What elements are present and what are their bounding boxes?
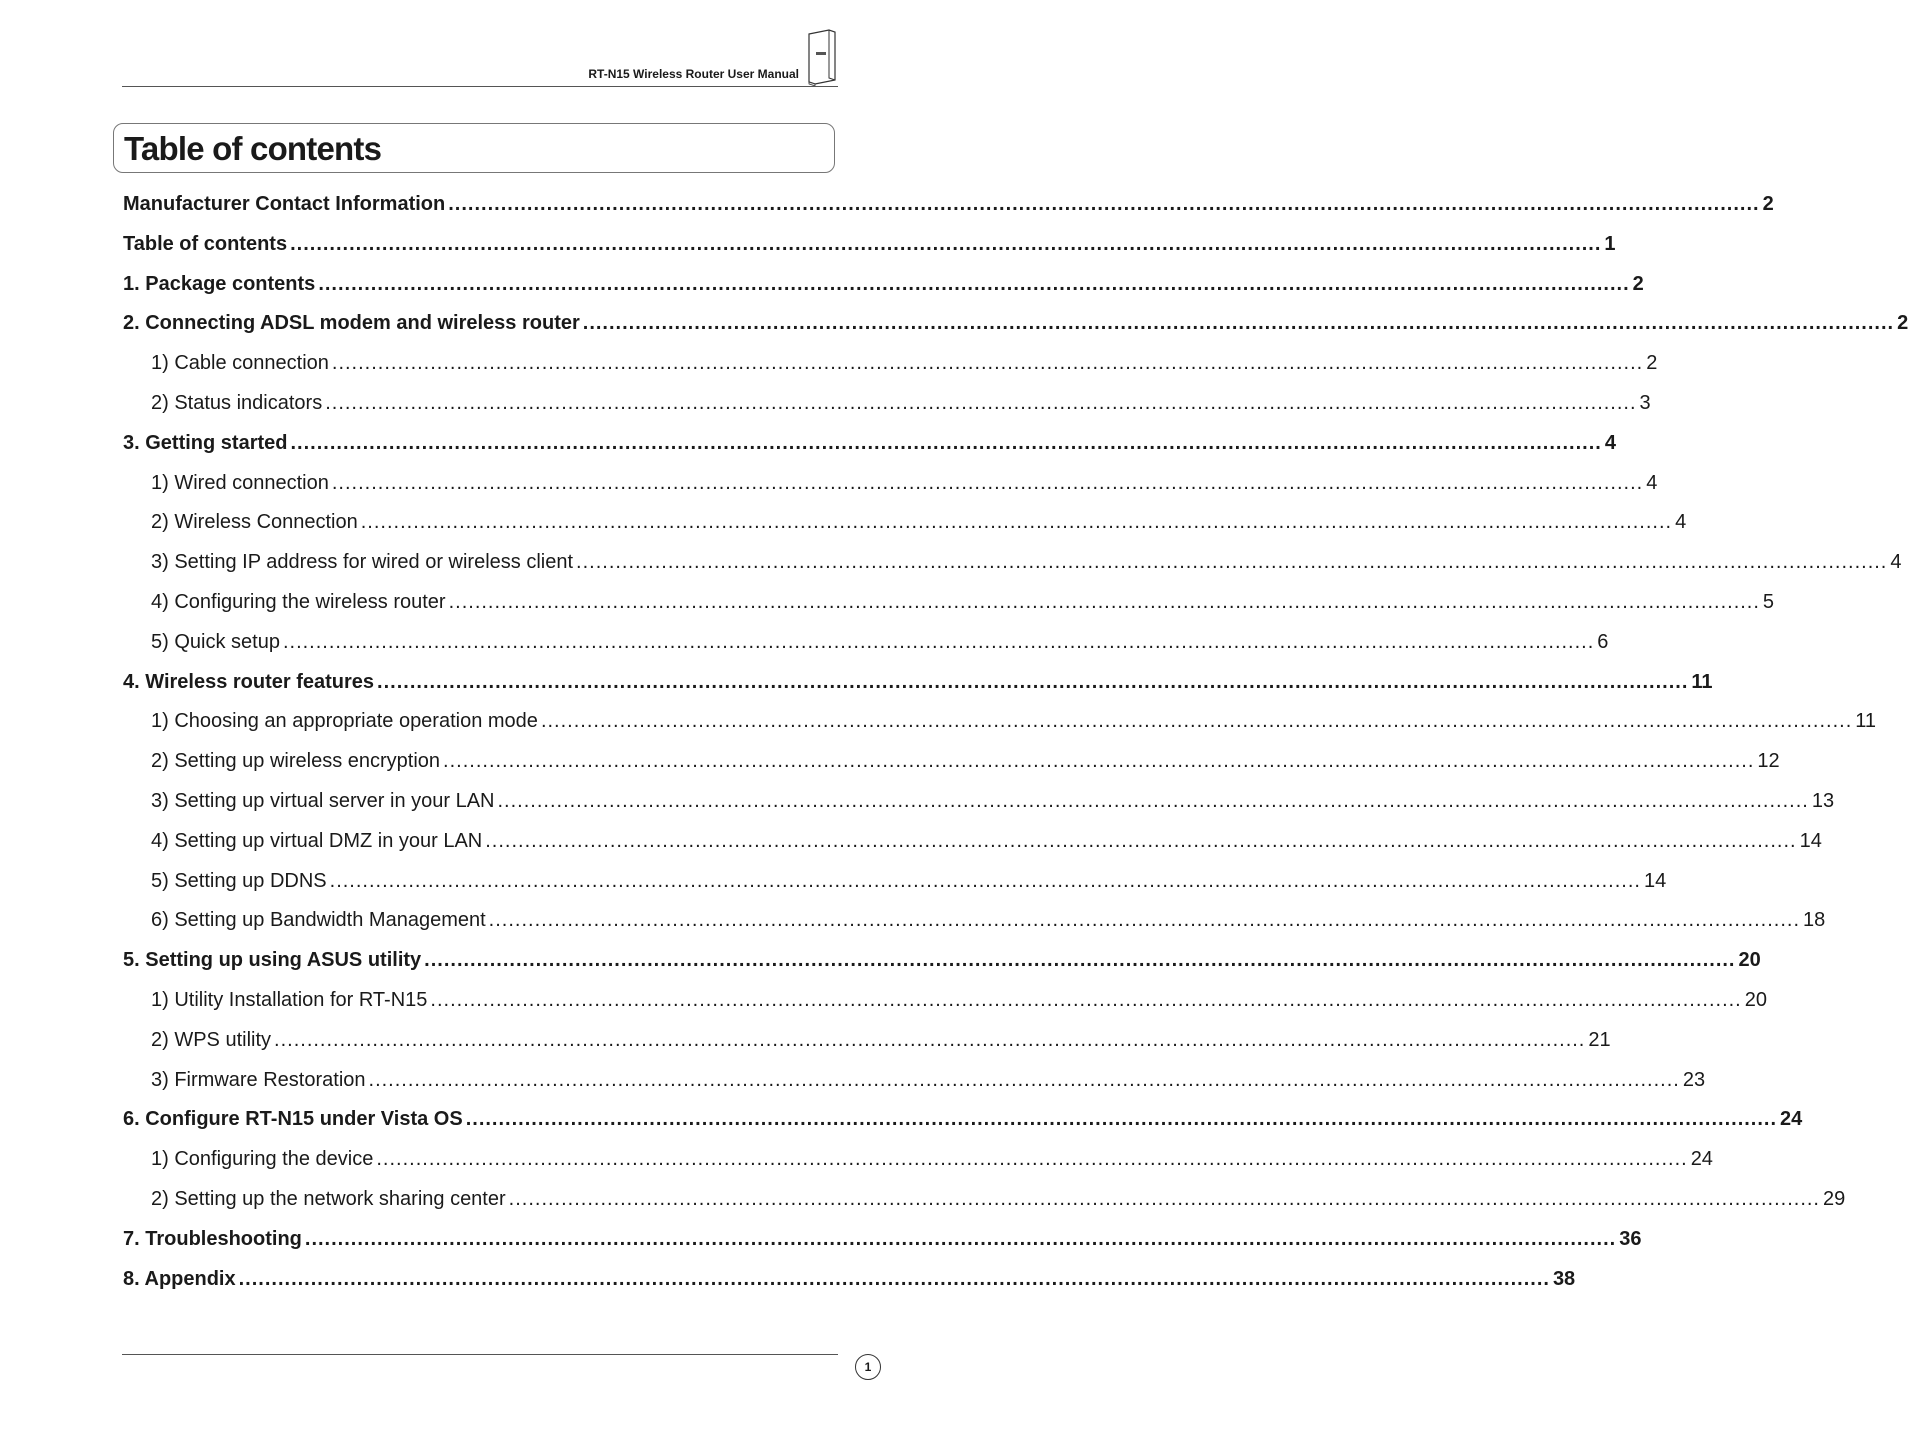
toc-dot-leader: ........................................................................................................................................................................................................ bbox=[282, 630, 1595, 653]
toc-entry-label: 4. Wireless router features bbox=[123, 670, 375, 693]
toc-dot-leader: ........................................................................................................................................................................................................ bbox=[331, 352, 1644, 375]
toc-entry[interactable] bbox=[123, 949, 1761, 989]
toc-entry-page: 2 bbox=[1762, 193, 1774, 215]
toc-entry-page: 2 bbox=[1632, 272, 1644, 295]
toc-entry[interactable] bbox=[123, 312, 1908, 352]
footer-rule bbox=[122, 1354, 838, 1355]
toc-entry[interactable] bbox=[123, 750, 1780, 790]
toc-dot-leader: ........................................................................................................................................................................................................ bbox=[331, 471, 1644, 494]
toc-entry-page: 11 bbox=[1855, 710, 1877, 733]
toc-entry-label: 2) Setting up the network sharing center bbox=[151, 1187, 506, 1210]
toc-dot-leader: ........................................................................................................................................................................................................ bbox=[424, 949, 1736, 972]
toc-entry-label: 4) Setting up virtual DMZ in your LAN bbox=[151, 829, 483, 852]
toc-entry-label: 4) Configuring the wireless router bbox=[151, 590, 446, 613]
toc-entry-label: 1. Package contents bbox=[123, 272, 316, 295]
toc-dot-leader: ........................................................................................................................................................................................................ bbox=[238, 1267, 1550, 1290]
toc-dot-leader: ........................................................................................................................................................................................................ bbox=[329, 869, 1641, 892]
toc-entry[interactable] bbox=[123, 670, 1713, 711]
toc-entry-page: 3 bbox=[1639, 391, 1651, 414]
toc-entry-label: 3. Getting started bbox=[123, 431, 288, 454]
toc-entry-page: 12 bbox=[1757, 750, 1780, 773]
page-title: Table of contents bbox=[124, 130, 382, 167]
toc-entry-page: 24 bbox=[1780, 1108, 1803, 1131]
toc-entry[interactable] bbox=[123, 431, 1616, 472]
toc-dot-leader: ........................................................................................................................................................................................................ bbox=[304, 1227, 1617, 1250]
toc-entry-page: 24 bbox=[1690, 1148, 1713, 1171]
toc-entry[interactable] bbox=[123, 630, 1609, 671]
toc-entry-page: 11 bbox=[1691, 670, 1713, 693]
router-icon bbox=[803, 28, 843, 90]
toc-entry-label: 2) Setting up wireless encryption bbox=[151, 750, 441, 773]
toc-entry-label: 6. Configure RT-N15 under Vista OS bbox=[123, 1108, 463, 1131]
toc-dot-leader: ........................................................................................................................................................................................................ bbox=[508, 1187, 1820, 1210]
toc-list bbox=[123, 193, 1908, 1307]
toc-entry[interactable] bbox=[123, 869, 1667, 910]
toc-entry-page: 4 bbox=[1890, 551, 1902, 574]
toc-dot-leader: ........................................................................................................................................................................................................ bbox=[443, 750, 1755, 773]
toc-entry[interactable] bbox=[123, 789, 1835, 830]
toc-entry[interactable] bbox=[123, 1267, 1576, 1308]
toc-entry-label: Manufacturer Contact Information bbox=[123, 193, 446, 215]
toc-entry[interactable] bbox=[123, 710, 1877, 750]
toc-dot-leader: ........................................................................................................................................................................................................ bbox=[485, 829, 1797, 852]
toc-entry-page: 4 bbox=[1675, 511, 1687, 534]
toc-entry[interactable] bbox=[123, 829, 1822, 870]
toc-entry[interactable] bbox=[123, 1028, 1611, 1069]
toc-entry[interactable] bbox=[123, 1227, 1642, 1268]
toc-entry-label: Table of contents bbox=[123, 232, 288, 255]
toc-entry-page: 38 bbox=[1552, 1267, 1576, 1290]
toc-dot-leader: ........................................................................................................................................................................................................ bbox=[497, 789, 1809, 812]
toc-entry[interactable] bbox=[123, 1108, 1803, 1148]
toc-entry[interactable] bbox=[123, 1148, 1713, 1188]
toc-dot-leader: ........................................................................................................................................................................................................ bbox=[377, 670, 1689, 693]
toc-entry-page: 4 bbox=[1646, 471, 1658, 494]
toc-entry-label: 1) Wired connection bbox=[151, 471, 329, 494]
toc-entry[interactable] bbox=[123, 391, 1651, 432]
toc-dot-leader: ........................................................................................................................................................................................................ bbox=[465, 1108, 1778, 1131]
toc-entry-label: 5) Quick setup bbox=[151, 630, 280, 653]
toc-dot-leader: ........................................................................................................................................................................................................ bbox=[325, 391, 1637, 414]
toc-entry-page: 36 bbox=[1619, 1227, 1642, 1250]
toc-dot-leader: ........................................................................................................................................................................................................ bbox=[582, 312, 1895, 335]
toc-entry[interactable] bbox=[123, 551, 1902, 591]
toc-dot-leader: ........................................................................................................................................................................................................ bbox=[376, 1148, 1688, 1171]
toc-entry-label: 1) Utility Installation for RT-N15 bbox=[151, 988, 428, 1011]
toc-entry-page: 29 bbox=[1822, 1187, 1846, 1210]
toc-entry-label: 3) Setting IP address for wired or wireless client bbox=[151, 551, 574, 574]
toc-entry[interactable] bbox=[123, 590, 1775, 631]
toc-dot-leader: ........................................................................................................................................................................................................ bbox=[290, 232, 1602, 255]
toc-entry-label: 5. Setting up using ASUS utility bbox=[123, 949, 422, 972]
toc-dot-leader: ........................................................................................................................................................................................................ bbox=[488, 909, 1800, 932]
toc-entry-page: 18 bbox=[1803, 909, 1826, 932]
toc-dot-leader: ........................................................................................................................................................................................................ bbox=[448, 590, 1760, 613]
toc-entry-label: 2) WPS utility bbox=[151, 1028, 272, 1051]
toc-entry-label: 1) Choosing an appropriate operation mode bbox=[151, 710, 538, 733]
toc-dot-leader: ........................................................................................................................................................................................................ bbox=[368, 1068, 1680, 1091]
toc-entry-page: 23 bbox=[1682, 1068, 1706, 1091]
toc-dot-leader: ........................................................................................................................................................................................................ bbox=[360, 511, 1673, 534]
toc-entry-page: 21 bbox=[1588, 1028, 1611, 1051]
toc-entry[interactable] bbox=[123, 909, 1826, 949]
toc-dot-leader: ........................................................................................................................................................................................................ bbox=[448, 193, 1760, 215]
toc-entry[interactable] bbox=[123, 272, 1644, 313]
toc-entry[interactable] bbox=[123, 193, 1774, 233]
toc-entry[interactable] bbox=[123, 511, 1687, 551]
toc-entry-label: 8. Appendix bbox=[123, 1267, 236, 1290]
toc-entry-label: 1) Cable connection bbox=[151, 352, 329, 375]
toc-dot-leader: ........................................................................................................................................................................................................ bbox=[540, 710, 1853, 733]
title-box bbox=[113, 123, 835, 173]
toc-entry-label: 2) Status indicators bbox=[151, 391, 323, 414]
toc-entry[interactable] bbox=[123, 1068, 1706, 1109]
toc-entry[interactable] bbox=[123, 1187, 1846, 1228]
toc-entry-page: 4 bbox=[1604, 431, 1616, 454]
toc-entry-page: 13 bbox=[1811, 789, 1835, 812]
toc-entry[interactable] bbox=[123, 352, 1658, 392]
toc-dot-leader: ........................................................................................................................................................................................................ bbox=[274, 1028, 1586, 1051]
toc-dot-leader: ........................................................................................................................................................................................................ bbox=[290, 431, 1602, 454]
header-rule bbox=[122, 86, 838, 87]
page-number-badge: 1 bbox=[855, 1354, 881, 1380]
toc-dot-leader: ........................................................................................................................................................................................................ bbox=[318, 272, 1630, 295]
toc-entry-page: 1 bbox=[1604, 232, 1616, 255]
toc-entry[interactable] bbox=[123, 232, 1616, 273]
toc-entry-label: 3) Setting up virtual server in your LAN bbox=[151, 789, 495, 812]
toc-entry[interactable] bbox=[123, 471, 1658, 512]
toc-dot-leader: ........................................................................................................................................................................................................ bbox=[430, 988, 1742, 1011]
toc-entry-label: 1) Configuring the device bbox=[151, 1148, 374, 1171]
toc-entry-label: 5) Setting up DDNS bbox=[151, 869, 327, 892]
toc-entry-page: 14 bbox=[1643, 869, 1667, 892]
toc-entry-page: 20 bbox=[1744, 988, 1767, 1011]
toc-entry[interactable] bbox=[123, 988, 1767, 1029]
manual-title: RT-N15 Wireless Router User Manual bbox=[588, 67, 799, 81]
toc-entry-label: 6) Setting up Bandwidth Management bbox=[151, 909, 486, 932]
toc-entry-page: 14 bbox=[1799, 829, 1822, 852]
toc-entry-label: 3) Firmware Restoration bbox=[151, 1068, 366, 1091]
toc-entry-label: 7. Troubleshooting bbox=[123, 1227, 302, 1250]
toc-dot-leader: ........................................................................................................................................................................................................ bbox=[576, 551, 1888, 574]
toc-entry-label: 2) Wireless Connection bbox=[151, 511, 358, 534]
toc-entry-page: 6 bbox=[1597, 630, 1609, 653]
toc-entry-page: 5 bbox=[1762, 590, 1775, 613]
toc-entry-page: 20 bbox=[1738, 949, 1761, 972]
toc-entry-label: 2. Connecting ADSL modem and wireless router bbox=[123, 312, 580, 335]
toc-entry-page: 2 bbox=[1646, 352, 1658, 375]
toc-entry-page: 2 bbox=[1897, 312, 1908, 335]
